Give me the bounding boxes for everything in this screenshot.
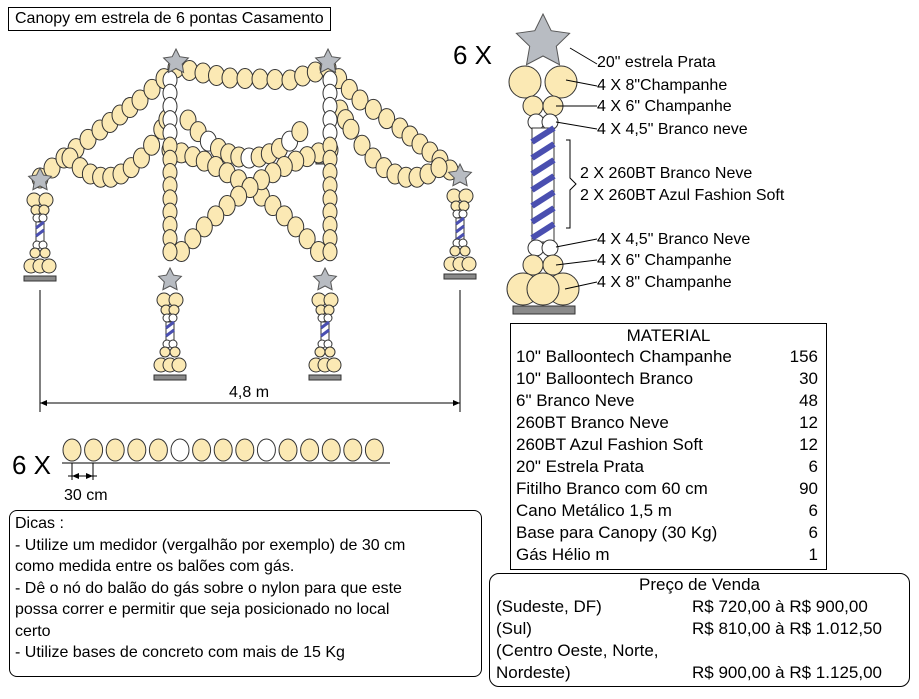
tips-line: como medida entre os balões com gás. (15, 558, 295, 575)
material-item: 10" Balloontech Branco (516, 369, 694, 388)
material-qty: 30 (799, 369, 818, 388)
balloon (171, 439, 189, 461)
balloon (169, 305, 179, 315)
balloon (523, 255, 543, 275)
material-qty: 6 (808, 457, 818, 476)
balloon (450, 246, 460, 256)
label-star: 20" estrela Prata (597, 54, 716, 71)
material-row (511, 412, 826, 434)
balloon (509, 66, 541, 98)
star-balloon (159, 268, 182, 290)
tips-line: - Dê o nó do balão do gás sobre o nylon para que este (15, 579, 402, 597)
column-base (309, 375, 341, 380)
price-row (490, 596, 909, 618)
balloon (236, 439, 254, 461)
balloon (39, 205, 49, 215)
column-base (154, 375, 186, 380)
material-item: Base para Canopy (30 Kg) (516, 523, 718, 542)
column-multiplier: 6 X (453, 40, 493, 70)
balloon (222, 68, 238, 88)
tips-line: - Utilize bases de concreto com mais de 15 Kg (15, 644, 345, 661)
balloon (267, 70, 283, 90)
material-item: 260BT Azul Fashion Soft (516, 435, 703, 454)
balloon (542, 240, 558, 256)
material-row (511, 478, 826, 500)
balloon (237, 69, 253, 89)
balloon (85, 439, 103, 461)
price-box (489, 573, 910, 687)
width-dimension-label: 4,8 m (229, 384, 270, 401)
material-qty: 6 (808, 501, 818, 520)
price-value: R$ 720,00 à R$ 900,00 (692, 597, 868, 616)
balloon (30, 248, 40, 258)
balloon (39, 214, 47, 222)
large-star-balloon (516, 14, 569, 65)
material-qty: 12 (799, 413, 818, 432)
balloon (257, 439, 275, 461)
price-value: R$ 900,00 à R$ 1.125,00 (692, 663, 882, 682)
material-row (511, 346, 826, 368)
leader-line (570, 48, 597, 64)
material-row (511, 522, 826, 544)
price-row (490, 618, 909, 640)
column-base (444, 274, 476, 279)
page-title: Canopy em estrela de 6 pontas Casamento (8, 7, 331, 31)
balloon (459, 210, 467, 218)
tips-box (9, 510, 482, 677)
balloon (460, 246, 470, 256)
spacing-dimension-label: 30 cm (64, 487, 108, 504)
balloon (193, 439, 211, 461)
balloon (324, 305, 334, 315)
balloon (315, 347, 325, 357)
balloon (527, 273, 559, 305)
material-qty: 156 (789, 347, 818, 366)
balloon (323, 243, 337, 261)
balloon (42, 259, 56, 273)
material-item: 10" Balloontech Champanhe (516, 347, 732, 366)
balloon (252, 69, 268, 89)
material-table (510, 323, 827, 570)
balloon (365, 439, 383, 461)
material-qty: 6 (808, 523, 818, 542)
balloon (149, 439, 167, 461)
material-heading: MATERIAL (626, 326, 711, 345)
star-balloon (314, 268, 337, 290)
balloon (523, 96, 543, 116)
label-8in-bottom: 4 X 8" Champanhe (597, 274, 732, 291)
balloon (327, 358, 341, 372)
balloon (344, 439, 362, 461)
balloon (343, 119, 359, 139)
material-row (511, 390, 826, 412)
balloon (301, 439, 319, 461)
balloon (170, 347, 180, 357)
price-region: Nordeste) (496, 663, 571, 682)
label-45in-bottom: 4 X 4,5" Branco Neve (597, 231, 751, 248)
material-qty: 12 (799, 435, 818, 454)
balloon (459, 201, 469, 211)
leader-line (556, 239, 597, 247)
balloon (169, 314, 177, 322)
balloon (545, 66, 577, 98)
material-qty: 48 (799, 391, 818, 410)
balloon (324, 314, 332, 322)
material-item: 260BT Branco Neve (516, 413, 669, 432)
material-row (511, 456, 826, 478)
material-item: Cano Metálico 1,5 m (516, 501, 672, 520)
balloon (106, 439, 124, 461)
balloon (279, 439, 297, 461)
balloon (431, 158, 447, 178)
balloon (325, 347, 335, 357)
balloon (144, 135, 160, 155)
price-value: R$ 810,00 à R$ 1.012,50 (692, 619, 882, 638)
label-260-blue: 2 X 260BT Azul Fashion Soft (580, 187, 785, 204)
balloon (163, 243, 177, 261)
price-region: (Sudeste, DF) (496, 597, 602, 616)
arrow-head (72, 473, 79, 479)
label-45in-top: 4 X 4,5" Branco neve (597, 121, 748, 138)
price-row (490, 640, 909, 662)
arrow-head (86, 473, 93, 479)
material-row (511, 434, 826, 456)
material-item: 20" Estrela Prata (516, 457, 644, 476)
label-6in-top: 4 X 6" Champanhe (597, 98, 732, 115)
leader-line (556, 122, 597, 129)
price-row (490, 662, 909, 684)
garland-multiplier: 6 X (12, 450, 52, 480)
arrow-head (40, 400, 47, 406)
large-column-base (513, 306, 575, 314)
balloon (462, 257, 476, 271)
label-260-white: 2 X 260BT Branco Neve (580, 165, 753, 182)
price-region: (Centro Oeste, Norte, (496, 641, 659, 660)
balloon (172, 358, 186, 372)
material-qty: 90 (799, 479, 818, 498)
price-region: (Sul) (496, 619, 532, 638)
price-heading: Preço de Venda (639, 575, 760, 594)
arrow-head (453, 400, 460, 406)
tips-line: certo (15, 622, 51, 640)
column-base (24, 276, 56, 281)
material-qty: 1 (808, 545, 818, 564)
balloon (63, 439, 81, 461)
material-row (511, 544, 826, 566)
material-row (511, 500, 826, 522)
tips-heading: Dicas : (15, 515, 64, 532)
balloon (322, 439, 340, 461)
tips-line: - Utilize um medidor (vergalhão por exemplo) de 30 cm (15, 536, 406, 554)
material-item: 6" Branco Neve (516, 391, 635, 410)
material-row (511, 368, 826, 390)
label-6in-bottom: 4 X 6" Champanhe (597, 252, 732, 269)
brace (566, 140, 576, 228)
material-item: Fitilho Branco com 60 cm (516, 479, 708, 498)
balloon (160, 347, 170, 357)
label-8in-top: 4 X 8"Champanhe (597, 77, 728, 94)
balloon (292, 122, 308, 142)
balloon (128, 439, 146, 461)
balloon (40, 248, 50, 258)
material-item: Gás Hélio m (516, 545, 610, 564)
tips-line: possa correr e permitir que seja posicionado no local (15, 601, 390, 618)
balloon (214, 439, 232, 461)
